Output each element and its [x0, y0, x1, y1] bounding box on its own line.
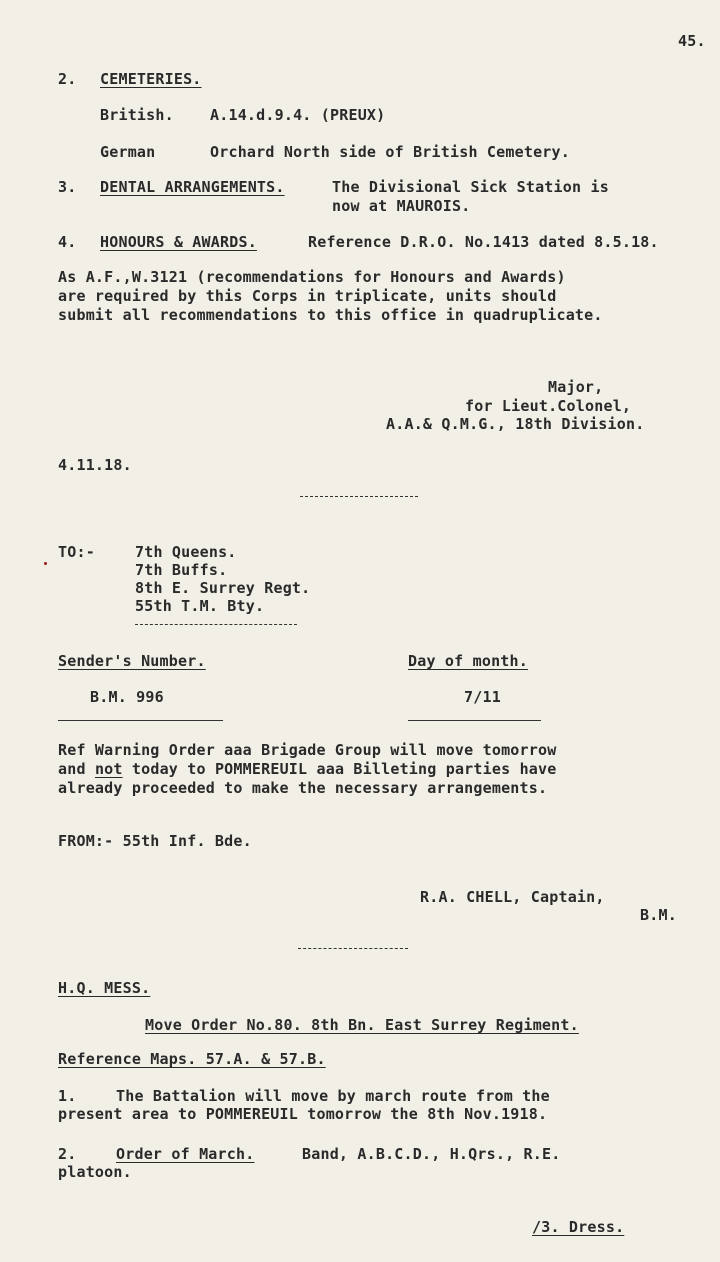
recipient: 7th Buffs.: [135, 561, 228, 579]
item-2-number: 2.: [58, 1145, 77, 1163]
dental-line-2: now at MAUROIS.: [332, 197, 471, 215]
honours-reference: Reference D.R.O. No.1413 dated 8.5.18.: [308, 233, 659, 251]
message-body-line-1: Ref Warning Order aaa Brigade Group will move tomorrow: [58, 741, 557, 759]
honours-para-line-2: are required by this Corps in triplicate, units should: [58, 287, 557, 305]
date-line: 4.11.18.: [58, 456, 132, 474]
item-2-heading: Order of March.: [116, 1145, 255, 1163]
british-value: A.14.d.9.4. (PREUX): [210, 106, 386, 124]
german-label: German: [100, 143, 156, 161]
signature-for-line: for Lieut.Colonel,: [465, 397, 632, 415]
signature-rank: Major,: [548, 378, 604, 396]
message-signature: R.A. CHELL, Captain,: [420, 888, 605, 906]
german-value: Orchard North side of British Cemetery.: [210, 143, 570, 161]
message-body-line-3: already proceeded to make the necessary arrangements.: [58, 779, 548, 797]
dental-line-1: The Divisional Sick Station is: [332, 178, 609, 196]
senders-number-rule: [58, 720, 223, 721]
recipients-rule: [135, 624, 297, 625]
move-order-title: Move Order No.80. 8th Bn. East Surrey Regiment.: [145, 1016, 579, 1034]
item-1-number: 1.: [58, 1087, 77, 1105]
recipient: 8th E. Surrey Regt.: [135, 579, 311, 597]
page-number: 45.: [678, 32, 706, 50]
recipient: 7th Queens.: [135, 543, 237, 561]
signature-role: A.A.& Q.M.G., 18th Division.: [386, 415, 645, 433]
day-of-month-rule: [408, 720, 541, 721]
divider: [300, 496, 418, 497]
honours-para-line-3: submit all recommendations to this office in quadruplicate.: [58, 306, 603, 324]
hq-mess: H.Q. MESS.: [58, 979, 151, 997]
message-body-line-2: and not today to POMMEREUIL aaa Billeting parties have: [58, 760, 557, 778]
cemeteries-heading: CEMETERIES.: [100, 70, 202, 88]
senders-number-label: Sender's Number.: [58, 652, 206, 670]
section-2-number: 2.: [58, 70, 77, 88]
divider: [298, 948, 408, 949]
item-2-line-2: platoon.: [58, 1163, 132, 1181]
section-4-number: 4.: [58, 233, 77, 251]
day-of-month-label: Day of month.: [408, 652, 528, 670]
recipient: 55th T.M. Bty.: [135, 597, 265, 615]
honours-heading: HONOURS & AWARDS.: [100, 233, 257, 251]
item-1-line-2: present area to POMMEREUIL tomorrow the 8th Nov.1918.: [58, 1105, 548, 1123]
item-1-line-1: The Battalion will move by march route from the: [116, 1087, 550, 1105]
message-from: FROM:- 55th Inf. Bde.: [58, 832, 252, 850]
to-label: TO:-: [58, 543, 95, 561]
message-signature-role: B.M.: [640, 906, 677, 924]
day-of-month-value: 7/11: [464, 688, 501, 706]
continuation-marker: /3. Dress.: [532, 1218, 625, 1236]
british-label: British.: [100, 106, 174, 124]
senders-number-value: B.M. 996: [90, 688, 164, 706]
ink-mark: [44, 562, 47, 565]
item-2-text: Band, A.B.C.D., H.Qrs., R.E.: [302, 1145, 561, 1163]
honours-para-line-1: As A.F.,W.3121 (recommendations for Honours and Awards): [58, 268, 566, 286]
section-3-number: 3.: [58, 178, 77, 196]
dental-heading: DENTAL ARRANGEMENTS.: [100, 178, 285, 196]
reference-maps: Reference Maps. 57.A. & 57.B.: [58, 1050, 326, 1068]
